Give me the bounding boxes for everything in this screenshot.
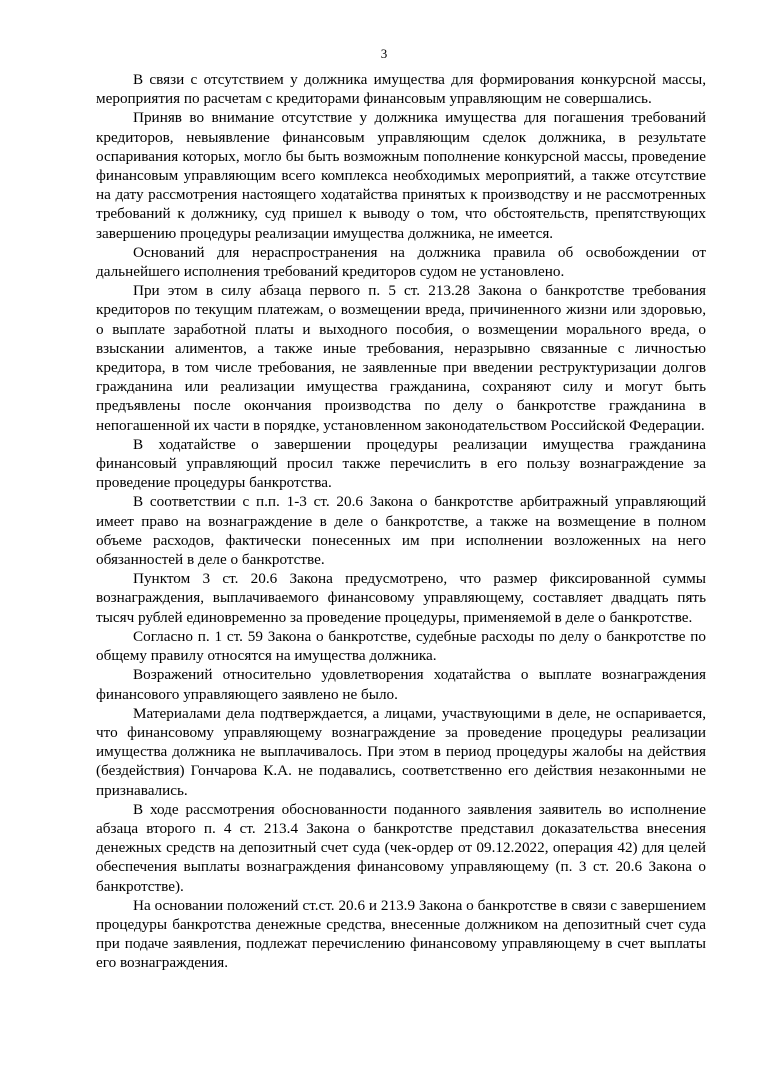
- paragraph: В связи с отсутствием у должника имущества для формирования конкурсной массы, мероприятия по расчетам с кредиторами финансовым управляющим не совершались.: [96, 71, 706, 108]
- paragraph: На основании положений ст.ст. 20.6 и 213.9 Закона о банкротстве в связи с завершением процедуры банкротства денежные средства, внесенные должником на депозитный счет суда при подаче заявления, подлежат перечислению финансовому управляющему в счет выплаты его вознаграждения.: [96, 896, 706, 972]
- paragraph: Материалами дела подтверждается, а лицами, участвующими в деле, не оспаривается, что финансовому управляющему вознаграждение за проведение процедуры реализации имущества должника не выплачивалось. При этом в период процедуры жалобы на действия (бездействия) Гончарова К.А. не подавались, соответственно его действия незаконными не признавались.: [96, 704, 706, 799]
- document-body: [96, 70, 706, 973]
- paragraph: При этом в силу абзаца первого п. 5 ст. 213.28 Закона о банкротстве требования кредиторов по текущим платежам, о возмещении вреда, причиненного жизни или здоровью, о выплате заработной платы и выходного пособия, о возмещении морального вреда, о взыскании алиментов, а также иные требования, неразрывно связанные с личностью кредитора, в том числе требования, не заявленные при введении реструктуризации долгов гражданина или реализации имущества гражданина, сохраняют силу и могут быть предъявлены после окончания производства по делу о банкротстве гражданина в непогашенной их части в порядке, установленном законодательством Российской Федерации.: [96, 282, 706, 434]
- paragraph: Пунктом 3 ст. 20.6 Закона предусмотрено, что размер фиксированной суммы вознаграждения, выплачиваемого финансовому управляющему, составляет двадцать пять тысяч рублей единовременно за проведение процедуры, применяемой в деле о банкротстве.: [96, 570, 706, 626]
- paragraph: Оснований для нераспространения на должника правила об освобождении от дальнейшего исполнения требований кредиторов судом не установлено.: [96, 243, 706, 281]
- paragraph: В ходе рассмотрения обоснованности поданного заявления заявитель во исполнение абзаца второго п. 4 ст. 213.4 Закона о банкротстве представил доказательства внесения денежных средств на депозитный счет суда (чек-ордер от 09.12.2022, операция 42) для целей обеспечения выплаты вознаграждения финансовому управляющему (п. 3 ст. 20.6 Закона о банкротстве).: [96, 800, 706, 895]
- paragraph: Согласно п. 1 ст. 59 Закона о банкротстве, судебные расходы по делу о банкротстве по общему правилу относятся на имущества должника.: [96, 627, 706, 665]
- page-number: 3: [380, 46, 388, 61]
- paragraph: Приняв во внимание отсутствие у должника имущества для погашения требований кредиторов, невыявление финансовым управляющим сделок должника, в результате оспаривания которых, могло бы быть возможным пополнение конкурсной массы, проведение финансовым управляющим всего комплекса необходимых мероприятий, а также отсутствие на дату рассмотрения настоящего ходатайства принятых к производству и не рассмотренных требований к должнику, суд пришел к выводу о том, что обстоятельств, препятствующих завершению процедуры реализации имущества должника, не имеется.: [96, 109, 706, 242]
- paragraph: Возражений относительно удовлетворения ходатайства о выплате вознаграждения финансового управляющего заявлено не было.: [96, 666, 706, 703]
- paragraph: В ходатайстве о завершении процедуры реализации имущества гражданина финансовый управляющий просил также перечислить в его пользу вознаграждение за проведение процедуры банкротства.: [96, 435, 706, 492]
- paragraph: В соответствии с п.п. 1-3 ст. 20.6 Закона о банкротстве арбитражный управляющий имеет право на вознаграждение в деле о банкротстве, а также на возмещение в полном объеме расходов, фактически понесенных им при исполнении возложенных на него обязанностей в деле о банкротстве.: [96, 493, 706, 569]
